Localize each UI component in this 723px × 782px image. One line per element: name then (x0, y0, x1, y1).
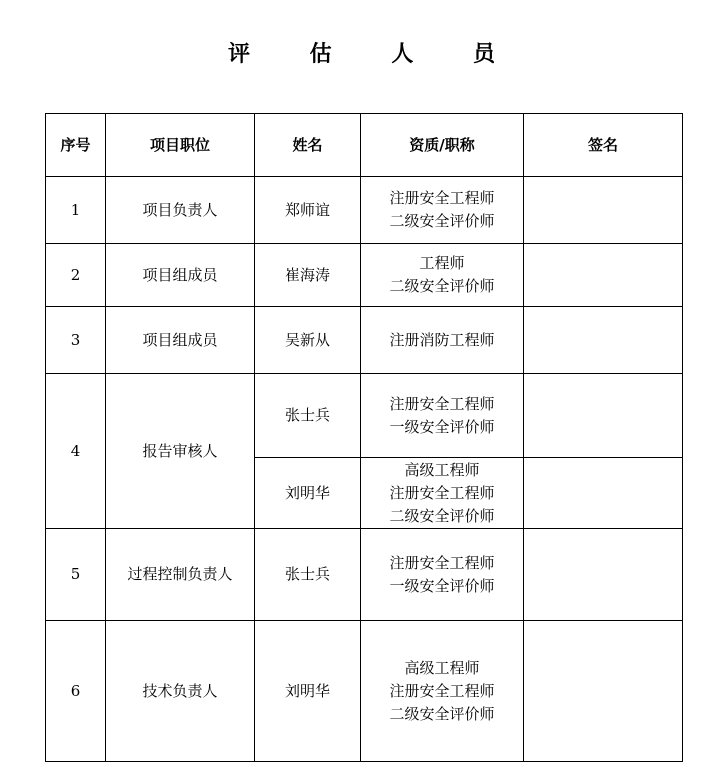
table-row (46, 374, 683, 458)
row-signature (524, 458, 683, 529)
qualification-line: 注册安全工程师 (389, 189, 495, 207)
table-row (46, 177, 683, 244)
row-signature (524, 177, 683, 244)
header-position: 项目职位 (106, 114, 255, 177)
row-position: 技术负责人 (106, 621, 255, 762)
qualification-line: 二级安全评价师 (389, 212, 495, 230)
qualification-line: 二级安全评价师 (389, 277, 495, 295)
qualification-line: 一级安全评价师 (389, 576, 495, 595)
row-name: 刘明华 (255, 458, 361, 529)
row-position: 报告审核人 (106, 374, 255, 529)
table-row (46, 244, 683, 307)
qualification-line: 二级安全评价师 (389, 704, 495, 723)
row-name: 郑师谊 (255, 177, 361, 244)
row-name: 张士兵 (255, 529, 361, 621)
row-qualification (361, 458, 524, 529)
row-index: 2 (46, 244, 106, 307)
qualification-line: 注册安全工程师 (389, 553, 495, 572)
row-name: 刘明华 (255, 621, 361, 762)
row-position: 项目负责人 (106, 177, 255, 244)
qualification-line: 注册安全工程师 (389, 483, 495, 502)
row-name: 张士兵 (255, 374, 361, 458)
header-signature: 签名 (524, 114, 683, 177)
header-index: 序号 (46, 114, 106, 177)
row-qualification (361, 307, 524, 374)
row-index: 5 (46, 529, 106, 621)
row-signature (524, 307, 683, 374)
qualification-line: 高级工程师 (404, 658, 480, 677)
table-header-row (46, 114, 683, 177)
qualification-line: 注册安全工程师 (389, 681, 495, 700)
row-signature (524, 374, 683, 458)
row-qualification (361, 621, 524, 762)
row-position: 项目组成员 (106, 307, 255, 374)
header-qualification: 资质/职称 (361, 114, 524, 177)
row-index: 6 (46, 621, 106, 762)
row-position: 过程控制负责人 (106, 529, 255, 621)
row-qualification (361, 374, 524, 458)
table-row (46, 621, 683, 762)
row-name: 崔海涛 (255, 244, 361, 307)
row-index: 1 (46, 177, 106, 244)
row-name: 吴新从 (255, 307, 361, 374)
table-row (46, 529, 683, 621)
qualification-line: 工程师 (419, 254, 465, 272)
table-row (46, 307, 683, 374)
qualification-line: 高级工程师 (404, 460, 480, 479)
page-title: 评 估 人 员 (228, 41, 521, 67)
row-index: 3 (46, 307, 106, 374)
row-qualification (361, 177, 524, 244)
row-qualification (361, 529, 524, 621)
personnel-table (45, 113, 683, 762)
qualification-line: 注册安全工程师 (389, 394, 495, 413)
qualification-line: 注册消防工程师 (389, 330, 495, 349)
header-name: 姓名 (255, 114, 361, 177)
qualification-line: 一级安全评价师 (389, 417, 495, 436)
row-qualification (361, 244, 524, 307)
row-signature (524, 244, 683, 307)
row-signature (524, 529, 683, 621)
qualification-line: 二级安全评价师 (389, 506, 495, 525)
row-signature (524, 621, 683, 762)
row-position: 项目组成员 (106, 244, 255, 307)
row-index: 4 (46, 374, 106, 529)
